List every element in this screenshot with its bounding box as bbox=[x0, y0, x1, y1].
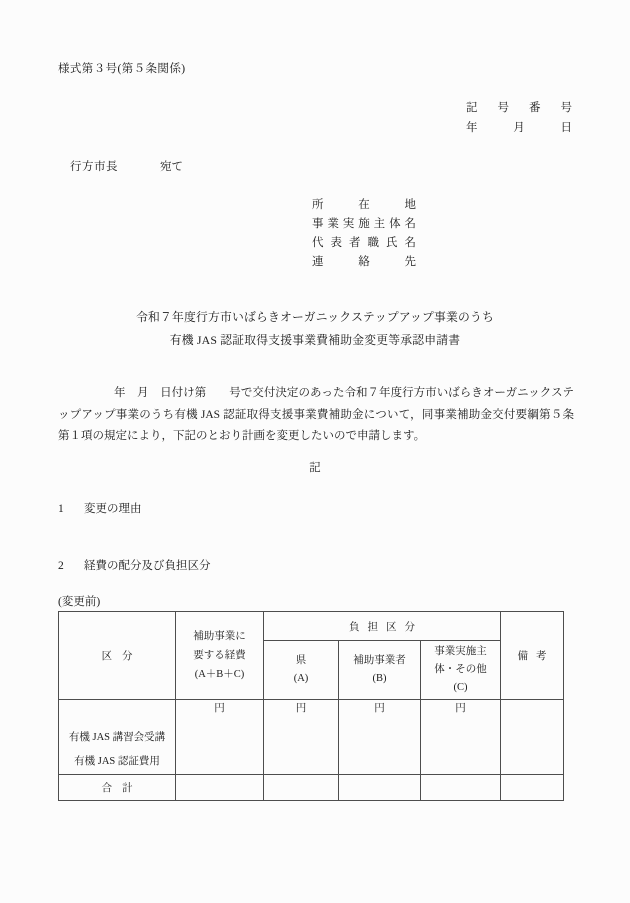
header-ken bbox=[264, 641, 339, 700]
header-futan-kubun-group: 負担区分 bbox=[264, 612, 501, 641]
expense-item-training: 有機 JAS 講習会受講 bbox=[68, 732, 166, 743]
table-total-row bbox=[59, 775, 564, 801]
header-shutai-line1: 事業実施主 bbox=[434, 646, 487, 657]
page-title-line1: 令和７年度行方市いばらきオーガニックステップアップ事業のうち bbox=[135, 310, 495, 324]
section-reason-number: 1 bbox=[58, 503, 64, 515]
total-biko-value[interactable] bbox=[501, 775, 564, 801]
cell-ken-value[interactable]: 円 bbox=[264, 700, 339, 775]
applicant-fields bbox=[312, 196, 416, 272]
cell-biko-value[interactable] bbox=[501, 700, 564, 775]
section-reason bbox=[58, 500, 142, 516]
addressee bbox=[70, 158, 183, 174]
reference-number-label: 記号番号 bbox=[466, 102, 572, 114]
total-keihi-value[interactable] bbox=[176, 775, 264, 801]
total-ken-value[interactable] bbox=[264, 775, 339, 801]
total-shutai-value[interactable] bbox=[421, 775, 501, 801]
header-jigyosha-line1: 補助事業者 bbox=[353, 655, 406, 666]
addressee-name: 行方市長 bbox=[70, 161, 118, 173]
applicant-field-contact: 連絡先 bbox=[312, 256, 416, 268]
addressee-suffix: 宛て bbox=[160, 161, 183, 173]
table-caption-before-change: (変更前) bbox=[58, 596, 101, 608]
header-keihi bbox=[176, 612, 264, 700]
section-allocation bbox=[58, 557, 211, 573]
cell-expense-items bbox=[59, 700, 176, 775]
header-ken-line2: (A) bbox=[293, 673, 309, 684]
header-biko: 備考 bbox=[501, 612, 564, 700]
reference-date-label: 年月日 bbox=[466, 122, 572, 134]
applicant-field-representative: 代表者職氏名 bbox=[312, 237, 416, 249]
section-allocation-number: 2 bbox=[58, 560, 64, 572]
body-paragraph: 年 月 日付け第 号で交付決定のあった令和７年度行方市いばらきオーガニックステップアップ事業のうち有機 JAS 認証取得支援事業費補助金について，同事業補助金交付要綱第５条第１項の規定により，下記のとおり計画を変更したいので申請します。 bbox=[58, 387, 574, 442]
header-kubun: 区分 bbox=[59, 612, 176, 700]
table-row bbox=[59, 700, 564, 775]
ki-marker: 記 bbox=[309, 462, 321, 474]
cell-shutai-value[interactable]: 円 bbox=[421, 700, 501, 775]
section-reason-label: 変更の理由 bbox=[84, 503, 142, 515]
applicant-field-entity-name: 事業実施主体名 bbox=[312, 218, 416, 230]
header-shutai-line3: (C) bbox=[453, 682, 468, 693]
header-shutai-line2: 体・その他 bbox=[434, 664, 487, 675]
header-ken-line1: 県 bbox=[295, 655, 307, 666]
reference-block bbox=[466, 98, 572, 138]
header-keihi-line1: 補助事業に bbox=[193, 631, 246, 642]
form-number: 様式第３号(第５条関係) bbox=[58, 63, 186, 75]
applicant-field-address: 所在地 bbox=[312, 199, 416, 211]
header-jigyosha-line2: (B) bbox=[372, 673, 387, 684]
table-header-row-top bbox=[59, 612, 564, 641]
section-allocation-label: 経費の配分及び負担区分 bbox=[84, 560, 211, 572]
page-title bbox=[0, 306, 630, 352]
expense-item-certification: 有機 JAS 認証費用 bbox=[74, 756, 160, 767]
cell-jigyosha-value[interactable]: 円 bbox=[339, 700, 421, 775]
cost-allocation-table bbox=[58, 611, 564, 801]
header-keihi-line3: (A＋B＋C) bbox=[194, 669, 245, 680]
header-keihi-line2: 要する経費 bbox=[193, 650, 246, 661]
header-shutai bbox=[421, 641, 501, 700]
total-label: 合計 bbox=[59, 775, 176, 801]
total-jigyosha-value[interactable] bbox=[339, 775, 421, 801]
cell-keihi-value[interactable]: 円 bbox=[176, 700, 264, 775]
header-jigyosha bbox=[339, 641, 421, 700]
page-title-line2: 有機 JAS 認証取得支援事業費補助金変更等承認申請書 bbox=[169, 333, 461, 347]
